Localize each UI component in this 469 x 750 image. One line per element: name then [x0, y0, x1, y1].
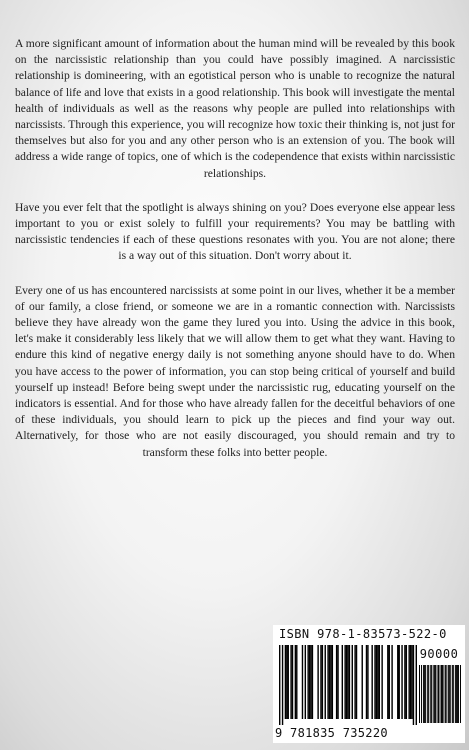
barcode-bar	[449, 665, 450, 723]
barcode-bar	[404, 645, 405, 719]
barcode-bar	[441, 665, 442, 723]
blurb-paragraph-1: A more significant amount of information about the human mind will be revealed by this book on the narcissistic relationship than you could have possibly imagined. A narcissistic relationship is domineering, with an egotistical person who is unable to recognize the natural balance of life and love that exists in a good relationship. This book will investigate the mental health of individuals as well as the reasons why people are pulled into relationships with narcissists. Through this experience, you will recognize how toxic their thinking is, not just for themselves but also for you and any other person who is an extension of you. The book will address a wide range of topics, one of which is the codependence that exists within narcissistic relationships.	[15, 37, 455, 180]
barcode-bar	[381, 645, 382, 719]
barcode-bar	[310, 645, 311, 719]
barcode-bar	[371, 645, 372, 719]
barcode-bar	[366, 645, 367, 719]
barcode-bar	[423, 665, 424, 723]
barcode-bar	[317, 645, 318, 719]
barcode-bar	[397, 645, 398, 719]
barcode-bar	[433, 665, 434, 723]
barcode-bar	[367, 645, 368, 719]
barcode-bar	[458, 665, 459, 723]
barcode-bar	[438, 665, 439, 723]
barcode-bar	[448, 665, 449, 723]
barcode-bar	[443, 665, 444, 723]
addon-barcode	[419, 665, 461, 725]
barcode-bar	[286, 645, 287, 719]
barcode-bar	[389, 645, 390, 719]
barcode-bar	[327, 645, 328, 719]
barcode-bar	[408, 645, 409, 719]
barcode-bar	[410, 645, 411, 719]
barcode-bar	[442, 665, 443, 723]
barcode-bar	[377, 645, 378, 719]
barcode-bar	[296, 645, 297, 719]
barcode-bar	[329, 645, 330, 719]
barcode-bar	[379, 645, 380, 719]
barcode-bar	[437, 665, 438, 723]
barcode-bar	[406, 645, 407, 719]
barcode-bar	[285, 645, 286, 719]
barcode-bar	[453, 665, 454, 723]
barcode-bar	[431, 665, 432, 723]
barcode-bar	[352, 645, 353, 719]
barcode-bar	[434, 665, 435, 723]
barcode-bar	[427, 665, 428, 723]
isbn-label: ISBN 978-1-83573-522-0	[279, 627, 447, 641]
barcode-bar	[387, 645, 388, 719]
isbn-barcode-box	[273, 625, 465, 743]
barcode-bar	[435, 665, 436, 723]
barcode-bar	[307, 645, 308, 719]
barcode-bar	[421, 665, 422, 723]
barcode-bar	[337, 645, 338, 719]
ean-digits: 9 781835 735220	[275, 726, 388, 740]
barcode-bar	[312, 645, 313, 719]
barcode-bar	[325, 645, 326, 719]
barcode-bar	[419, 665, 420, 723]
barcode-bar	[309, 645, 310, 719]
barcode-bar	[349, 645, 350, 719]
blurb-paragraph-2: Have you ever felt that the spotlight is always shining on you? Does everyone else appear less important to you or exist solely to fulfill your requirements? You may be battling with narcissistic tendencies if each of these questions resonates with you. You are not alone; there is a way out of this situation. Don't worry about it.	[15, 200, 455, 263]
barcode-bar	[288, 645, 289, 719]
barcode-bar	[342, 645, 343, 719]
barcode-bar	[456, 665, 457, 723]
ean13-barcode	[279, 645, 417, 725]
blurb-paragraph-3: Every one of us has encountered narcissists at some point in our lives, whether it be a member of our family, a close friend, or someone we are in a romantic connection with. Narcissists believe they have already won the game they lured you into. Using the advice in this book, let's make it considerably less likely that we will allow them to get what they want. Having to endure this kind of negative energy daily is not something anyone should have to do. When you have access to the power of information, you can stop being critical of yourself and build yourself up instead! Before being swept under the narcissistic rug, educating yourself on the indicators is essential. And for those who have already fallen for the deceitful behaviors of one of these individuals, you should learn to pick up the pieces and find your way out. Alternatively, for those who are not easily discouraged, you should remain and try to transform these folks into better people.	[15, 283, 455, 459]
barcode-bar	[430, 665, 431, 723]
barcode-bar	[455, 665, 456, 723]
barcode-bar	[292, 645, 293, 719]
addon-digits: 90000	[419, 647, 459, 661]
barcode-bar	[356, 645, 357, 719]
barcode-bar	[346, 645, 347, 719]
barcode-bar	[450, 665, 451, 723]
barcode-bar	[457, 665, 458, 723]
barcode-bar	[282, 645, 283, 725]
barcode-bar	[428, 665, 429, 723]
barcode-bar	[279, 645, 280, 725]
barcode-bar	[445, 665, 446, 723]
barcode-bar	[330, 645, 331, 719]
barcode-bar	[322, 645, 323, 719]
barcode-bar	[446, 665, 447, 723]
barcode-bar	[460, 665, 461, 723]
barcode-bar	[347, 645, 348, 719]
barcode-bar	[452, 665, 453, 723]
barcode-bar	[362, 645, 363, 719]
barcode-bar	[354, 645, 355, 719]
barcode-bar	[295, 645, 296, 719]
barcode-bar	[399, 645, 400, 719]
barcode-bar	[302, 645, 303, 719]
barcode-bar	[424, 665, 425, 723]
barcode-bar	[290, 645, 291, 719]
barcode-bar	[401, 645, 402, 719]
barcode-bar	[305, 645, 306, 719]
blurb	[15, 36, 455, 479]
barcode-bar	[376, 645, 377, 719]
barcode-bar	[425, 665, 426, 723]
barcode-bar	[413, 645, 414, 725]
barcode-bar	[374, 645, 375, 719]
barcode-bar	[320, 645, 321, 719]
barcode-bar	[344, 645, 345, 719]
barcode-bar	[332, 645, 333, 719]
barcode-bar	[391, 645, 392, 719]
barcode-bar	[336, 645, 337, 719]
barcode-bar	[411, 645, 412, 719]
